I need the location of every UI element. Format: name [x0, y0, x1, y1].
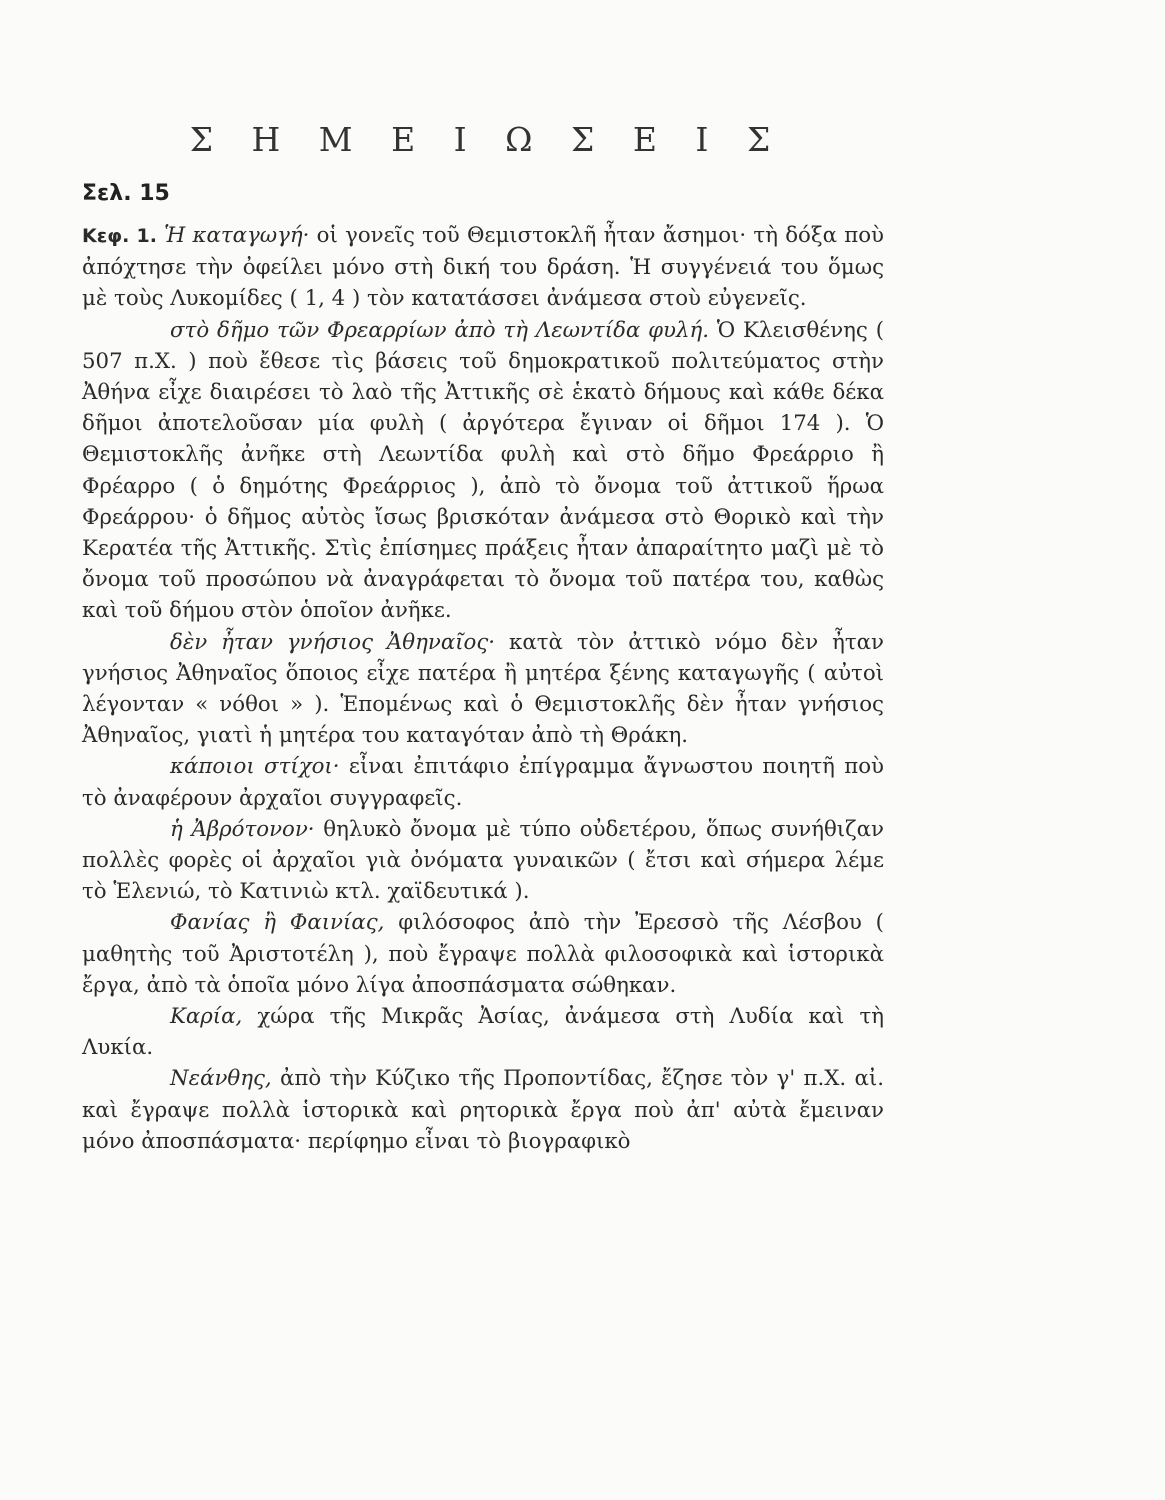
note-text: Ὁ Κλεισθένης ( 507 π.Χ. ) ποὺ ἔθεσε τὶς βάσεις τοῦ δημοκρατικοῦ πολιτεύματος στὴν Ἀθήνα εἶχε διαιρέσει τὸ λαὸ τῆς Ἀττικῆς σὲ ἑκατὸ δήμους καὶ κάθε δέκα δῆμοι ἀποτελοῦσαν μία φυλὴ ( ἀργότερα ἔγιναν οἱ δῆμοι 174 ). Ὁ Θεμιστοκλῆς ἀνῆκε στὴ Λεωντίδα φυλὴ καὶ στὸ δῆμο Φρεάρριο ἢ Φρέαρρο ( ὁ δημότης Φρεάρριος ), ἀπὸ τὸ ὄνομα τοῦ ἀττικοῦ ἥρωα Φρεάρρου· ὁ δῆμος αὐτὸς ἴσως βρισκόταν ἀνάμεσα στὸ Θορικὸ καὶ τὴν Κερατέα τῆς Ἀττικῆς. Στὶς ἐπίσημες πράξεις ἦταν ἀπαραίτητο μαζὶ μὲ τὸ ὄνομα τοῦ προσώπου νὰ ἀναγράφεται τὸ ὄνομα τοῦ πατέρα του, καθὼς καὶ τοῦ δήμου στὸν ὁποῖον ἀνῆκε.	[82, 317, 885, 624]
note-paragraph	[82, 907, 884, 1001]
note-paragraph	[82, 1001, 884, 1063]
note-term: Νεάνθης,	[170, 1066, 272, 1092]
note-text: εἶναι ἐπιτάφιο ἐπίγραμμα ἄγνωστου ποιητῆ ποὺ τὸ ἀναφέρουν ἀρχαῖοι συγγραφεῖς.	[82, 754, 884, 811]
note-paragraph	[82, 627, 884, 752]
note-term: Καρία,	[170, 1004, 243, 1030]
note-paragraph	[82, 1063, 884, 1157]
note-term: δὲν ἦταν γνήσιος Ἀθηναῖος·	[170, 629, 496, 655]
note-term: ἡ Ἀβρότονον·	[170, 816, 315, 842]
chapter-label: Κεφ. 1.	[82, 225, 157, 247]
notes-page	[82, 120, 884, 1480]
page-title: Σ Η Μ Ε Ι Ω Σ Ε Ι Σ	[189, 120, 785, 159]
note-term: κάποιοι στίχοι·	[170, 754, 340, 780]
note-text: ἀπὸ τὴν Κύζικο τῆς Προποντίδας, ἔζησε τὸν γ' π.Χ. αἰ. καὶ ἔγραψε πολλὰ ἱστορικὰ καὶ ρητορικὰ ἔργα ποὺ ἀπ' αὐτὰ ἔμειναν μόνο ἀποσπάσματα· περίφημο εἶναι τὸ βιογραφικὸ	[82, 1066, 884, 1154]
note-paragraph	[82, 220, 884, 315]
note-text: χώρα τῆς Μικρᾶς Ἀσίας, ἀνάμεσα στὴ Λυδία καὶ τὴ Λυκία.	[82, 1004, 884, 1061]
note-text: φιλόσοφος ἀπὸ τὴν Ἐρεσσὸ τῆς Λέσβου ( μαθητὴς τοῦ Ἀριστοτέλη ), ποὺ ἔγραψε πολλὰ φιλοσοφικὰ καὶ ἱστορικὰ ἔργα, ἀπὸ τὰ ὁποῖα μόνο λίγα ἀποσπάσματα σώθηκαν.	[82, 910, 884, 998]
note-text: οἱ γονεῖς τοῦ Θεμιστοκλῆ ἦταν ἄσημοι· τὴ δόξα ποὺ ἀπόχτησε τὴν ὀφείλει μόνο στὴ δική του δράση. Ἡ συγγένειά του ὅμως μὲ τοὺς Λυκομίδες ( 1, 4 ) τὸν κατατάσσει ἀνάμεσα στοὺ εὐγενεῖς.	[82, 223, 884, 312]
note-term: Φανίας ἢ Φαινίας,	[170, 910, 385, 936]
note-text: θηλυκὸ ὄνομα μὲ τύπο οὐδετέρου, ὅπως συνήθιζαν πολλὲς φορὲς οἱ ἀρχαῖοι γιὰ ὀνόματα γυναικῶν ( ἔτσι καὶ σήμερα λέμε τὸ Ἑλενιώ, τὸ Κατινιὼ κτλ. χαϊδευτικά ).	[82, 816, 884, 905]
note-term: Ἡ καταγωγή·	[164, 223, 310, 248]
note-term: στὸ δῆμο τῶν Φρεαρρίων ἀπὸ τὴ Λεωντίδα φυλή.	[170, 317, 710, 343]
note-paragraph	[82, 315, 884, 627]
note-paragraph	[82, 751, 884, 813]
page-reference: Σελ. 15	[82, 181, 170, 206]
note-text: κατὰ τὸν ἀττικὸ νόμο δὲν ἦταν γνήσιος Ἀθηναῖος ὅποιος εἶχε πατέρα ἢ μητέρα ξένης καταγωγῆς ( αὐτοὶ λέγονταν « νόθοι » ). Ἑπομένως καὶ ὁ Θεμιστοκλῆς δὲν ἦταν γνήσιος Ἀθηναῖος, γιατὶ ἡ μητέρα του καταγόταν ἀπὸ τὴ Θράκη.	[82, 629, 885, 749]
note-paragraph	[82, 814, 884, 908]
